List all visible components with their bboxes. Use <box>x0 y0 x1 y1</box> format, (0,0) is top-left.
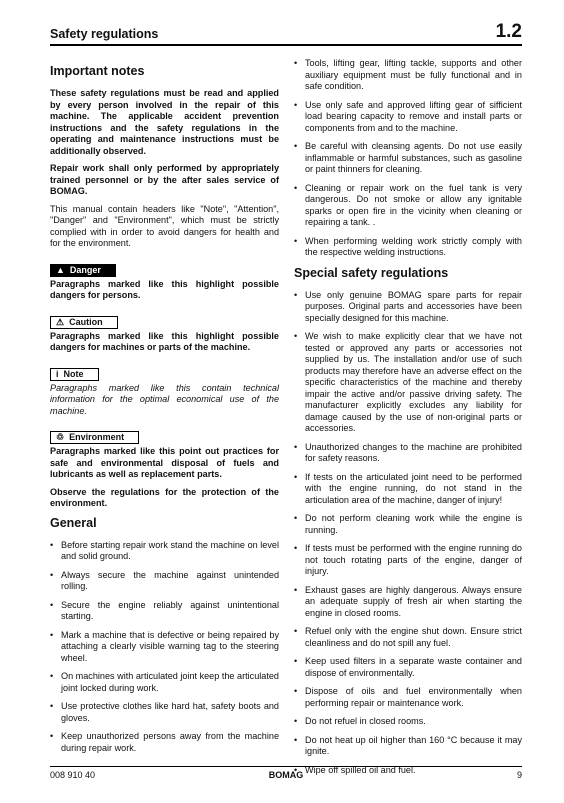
headers-paragraph: This manual contain headers like "Note", "Attention", "Danger" and "Environment", which must be strictly complied with in order to avoid dangers for health and for the environment. <box>50 203 279 248</box>
note-description: Paragraphs marked like this contain technical information for the optimal economical use of the machine. <box>50 382 279 416</box>
special-safety-list <box>294 290 522 777</box>
caution-label <box>50 316 118 329</box>
brand-name: BOMAG <box>268 770 304 780</box>
list-item: • Do not perform cleaning work while the engine is running. <box>294 513 522 536</box>
list-item: • Be careful with cleansing agents. Do not use easily inflammable or harmful substances, such as gasoline or paint thinners for cleaning. <box>294 141 522 176</box>
environment-icon: ♲ <box>56 432 65 442</box>
danger-label <box>50 264 116 277</box>
list-item: • If tests on the articulated joint need to be performed with the engine running, do not stand in the articulation area of the machine, danger of injury! <box>294 472 522 507</box>
list-item: • Do not refuel in closed rooms. <box>294 716 522 728</box>
environment-description: Paragraphs marked like this point out practices for safe and environmental disposal of fuels and lubricants as well as replacement parts. <box>50 446 279 479</box>
list-item: • Use only genuine BOMAG spare parts for repair purposes. Original parts and accessories have been specially designed for this machine. <box>294 290 522 325</box>
section-number: 1.2 <box>495 21 522 42</box>
page-header <box>50 14 522 46</box>
list-item: • Secure the engine reliably against unintentional starting. <box>50 600 279 623</box>
page-number: 9 <box>516 770 522 780</box>
important-notes-heading: Important notes <box>50 64 145 78</box>
list-item: • Tools, lifting gear, lifting tackle, supports and other auxiliary equipment must be fully functional and in safe condition. <box>294 58 522 93</box>
header-title: Safety regulations <box>50 27 159 41</box>
list-item: • Dispose of oils and fuel environmentally when performing repair or maintenance work. <box>294 686 522 709</box>
note-label <box>50 368 99 381</box>
list-item: • Wipe off spilled oil and fuel. <box>294 765 522 777</box>
environment-label-text: Environment <box>69 432 125 442</box>
list-item: • Keep used filters in a separate waste container and dispose of environmentally. <box>294 656 522 679</box>
info-icon: i <box>56 368 59 379</box>
list-item: • If tests must be performed with the engine running do not touch rotating parts of the engine, danger of injury. <box>294 543 522 578</box>
list-item: • Exhaust gases are highly dangerous. Always ensure an adequate supply of fresh air when starting the engine in closed rooms. <box>294 585 522 620</box>
observe-paragraph: Observe the regulations for the protection of the environment. <box>50 486 279 508</box>
page-footer <box>50 766 522 784</box>
note-label-text: Note <box>63 368 84 379</box>
list-item: • We wish to make explicitly clear that we have not tested or approved any parts or accessories not supplied by us. The installation and/or use of such products may therefore have an adverse effect on the specific characteristics of the machine and thereby impair the active and/or passive driving safety. The manufacturer explicitly excludes any liability for damage caused by the use of non-original parts or accessories. <box>294 331 522 435</box>
list-item: • Before starting repair work stand the machine on level and solid ground. <box>50 540 279 563</box>
doc-number: 008 910 40 <box>50 770 96 780</box>
general-list <box>50 540 279 755</box>
list-item: • When performing welding work strictly comply with the respective welding instructions. <box>294 236 522 259</box>
caution-description: Paragraphs marked like this highlight possible dangers for machines or parts of the machine. <box>50 330 279 352</box>
repair-personnel-paragraph: Repair work shall only performed by appropriately trained personnel or by the after sales service of BOMAG. <box>50 163 279 196</box>
list-item: • Cleaning or repair work on the fuel tank is very dangerous. Do not smoke or allow any ignitable sparks or open fire in the vicinity when cleaning or repairing a tank. . <box>294 183 522 229</box>
list-item: • Do not heat up oil higher than 160 °C because it may ignite. <box>294 735 522 758</box>
left-column <box>50 58 279 761</box>
general-list-continued <box>294 58 522 259</box>
list-item: • On machines with articulated joint keep the articulated joint locked during work. <box>50 671 279 694</box>
right-column <box>294 58 522 783</box>
warning-triangle-icon: ▲ <box>56 264 65 275</box>
list-item: • Keep unauthorized persons away from the machine during repair work. <box>50 731 279 754</box>
list-item: • Use only safe and approved lifting gear of sifficient load bearing capacity to remove and install parts or components from and to the machine. <box>294 100 522 135</box>
warning-outline-icon: ⚠ <box>56 316 65 327</box>
danger-label-text: Danger <box>69 264 101 275</box>
list-item: • Unauthorized changes to the machine are prohibited for safety reasons. <box>294 442 522 465</box>
environment-label <box>50 431 139 444</box>
general-heading: General <box>50 515 97 530</box>
special-safety-heading: Special safety regulations <box>294 265 449 280</box>
list-item: • Always secure the machine against unintended rolling. <box>50 570 279 593</box>
list-item: • Use protective clothes like hard hat, safety boots and gloves. <box>50 701 279 724</box>
caution-label-text: Caution <box>69 316 103 327</box>
intro-paragraph: These safety regulations must be read and applied by every person involved in the repair of this machine. The applicable accident prevention instructions and the safety regulations in the operating and maintenance instructions must be additionally observed. <box>50 88 279 156</box>
list-item: • Mark a machine that is defective or being repaired by attaching a clearly visible warning tag to the steering wheel. <box>50 630 279 665</box>
danger-description: Paragraphs marked like this highlight possible dangers for persons. <box>50 278 279 300</box>
list-item: • Refuel only with the engine shut down. Ensure strict cleanliness and do not spill any fuel. <box>294 626 522 649</box>
